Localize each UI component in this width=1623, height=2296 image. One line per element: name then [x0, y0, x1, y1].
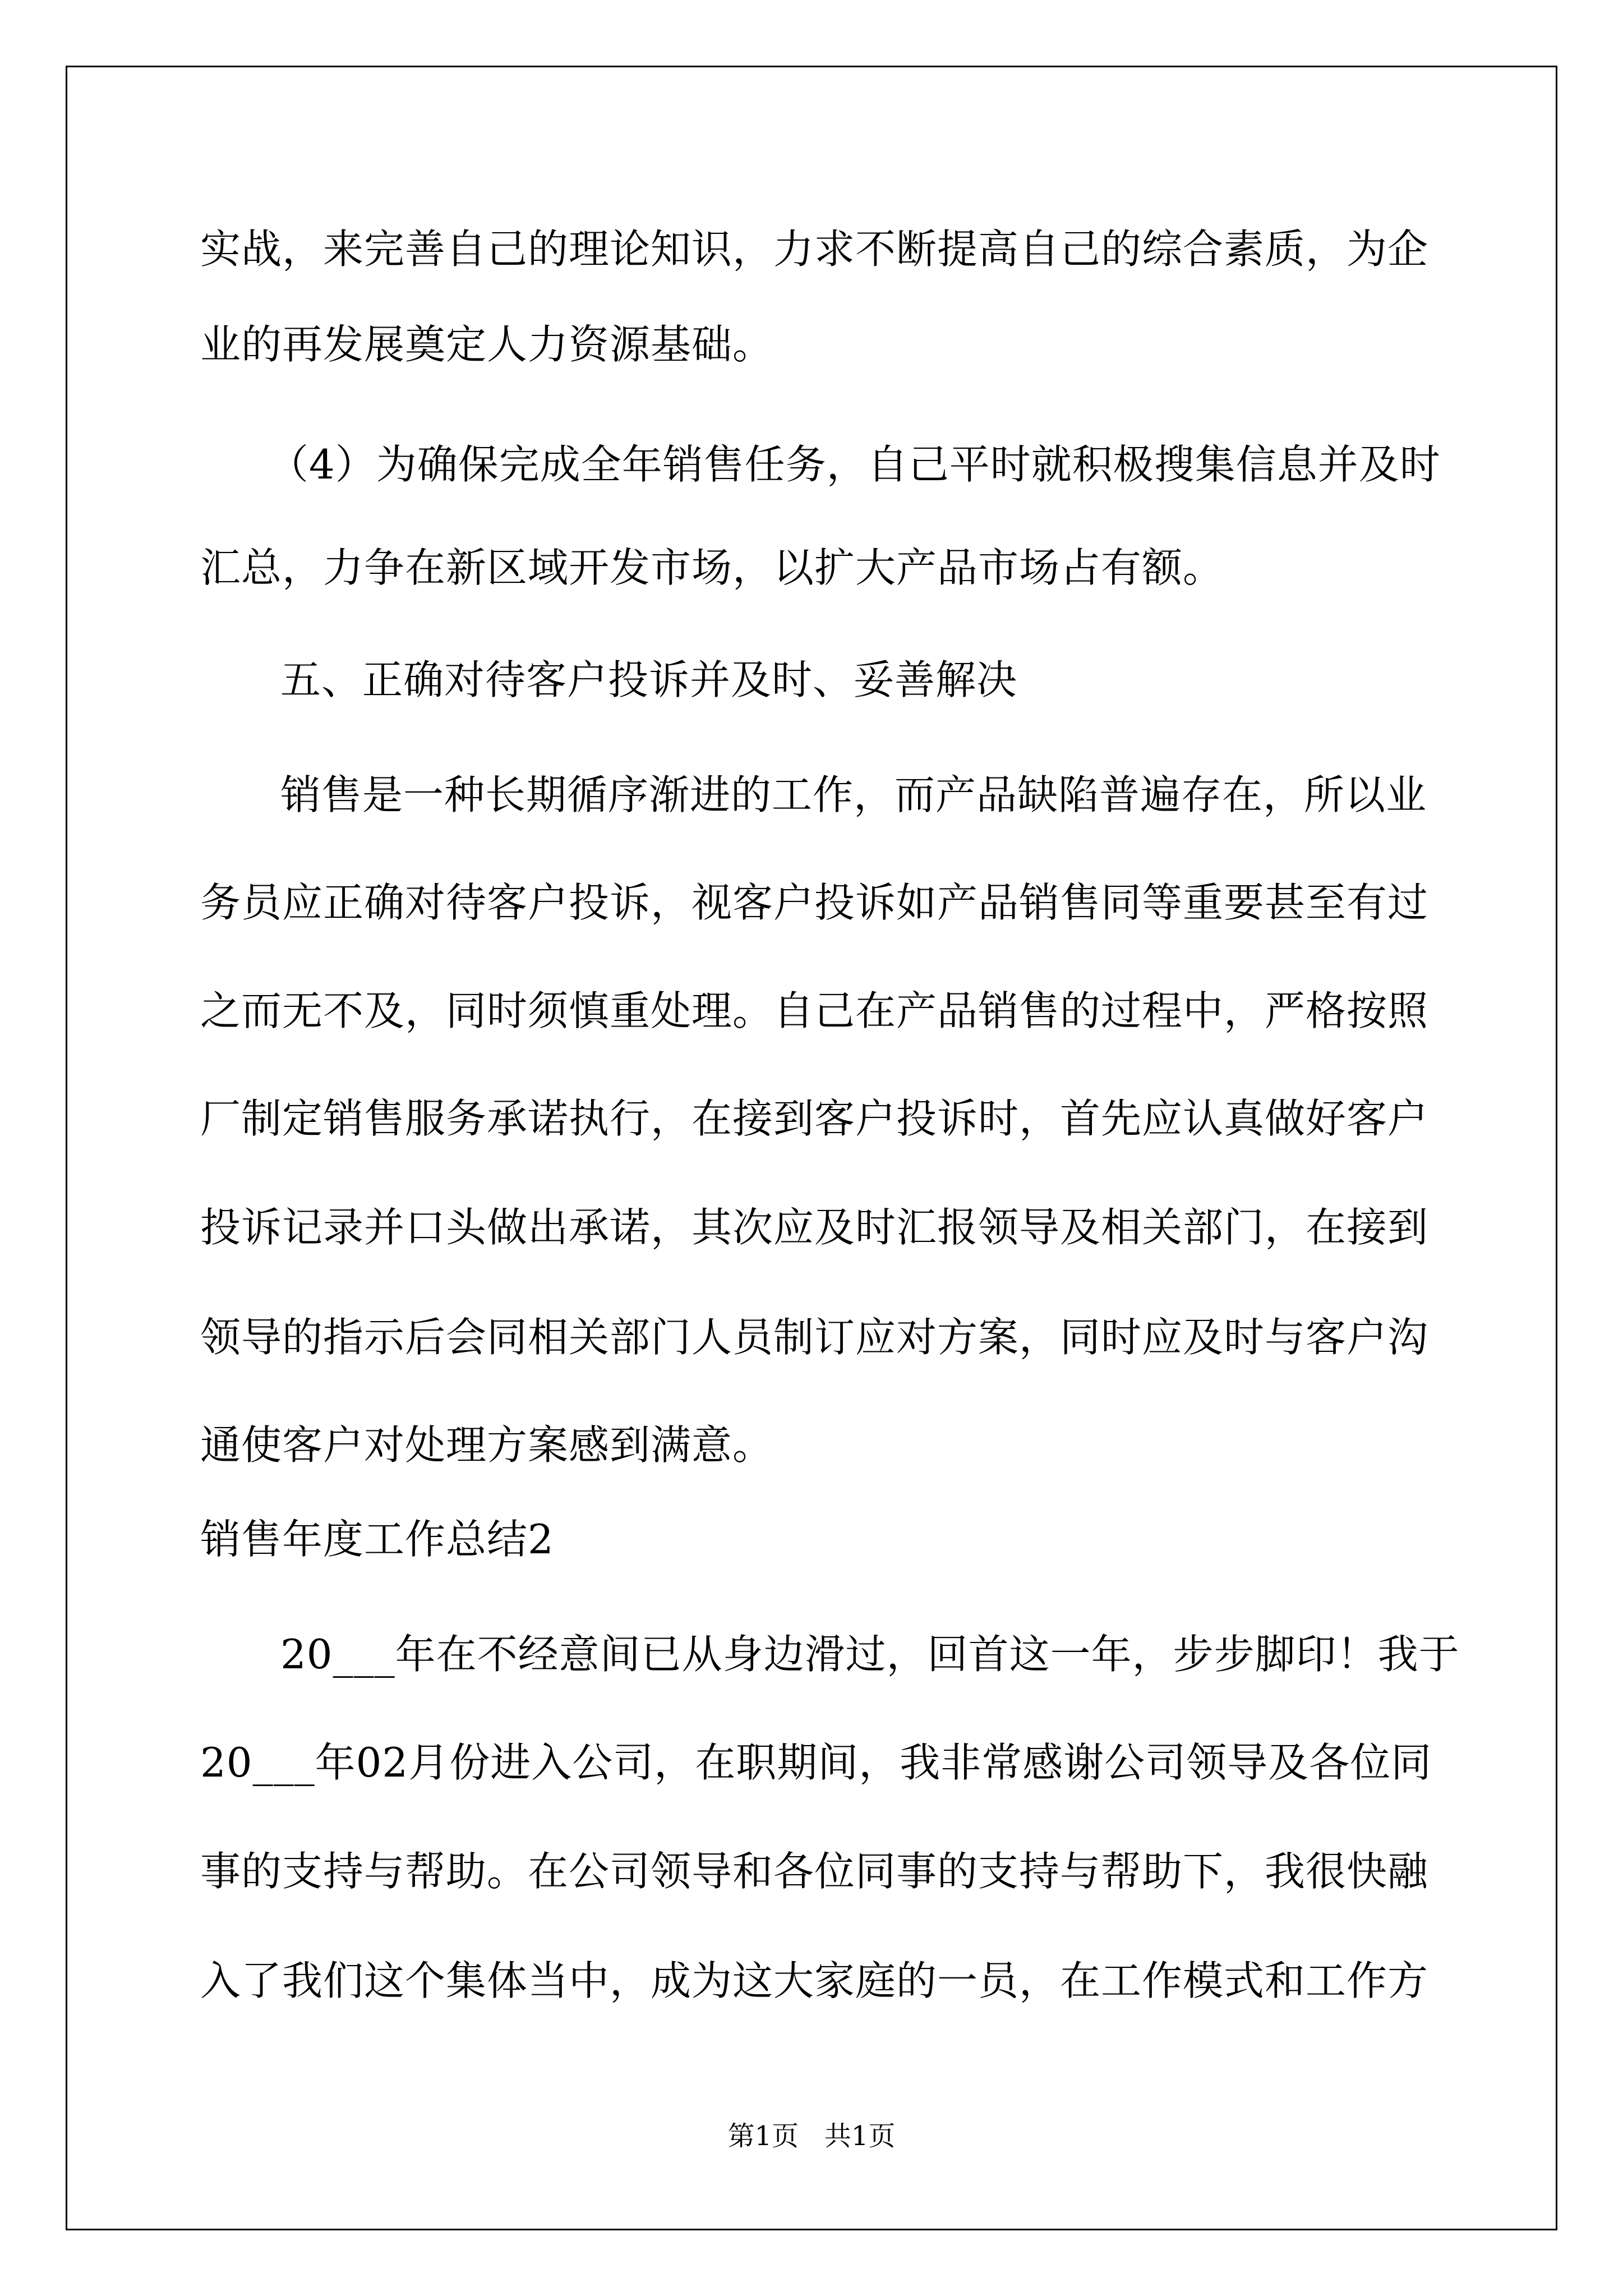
body-line: 业的再发展奠定人力资源基础。	[200, 321, 774, 368]
body-line: 实战，来完善自己的理论知识，力求不断提高自己的综合素质，为企	[200, 226, 1429, 273]
body-line: 入了我们这个集体当中，成为这大家庭的一员，在工作模式和工作方	[200, 1957, 1429, 2004]
page-footer: 第1页 共1页	[727, 2120, 896, 2152]
body-line: 投诉记录并口头做出承诺，其次应及时汇报领导及相关部门，在接到	[200, 1204, 1429, 1251]
body-line: 事的支持与帮助。在公司领导和各位同事的支持与帮助下，我很快融	[200, 1848, 1429, 1895]
body-line: 20___年在不经意间已从身边滑过，回首这一年，步步脚印！我于	[280, 1631, 1460, 1678]
body-line: 汇总，力争在新区域开发市场，以扩大产品市场占有额。	[200, 544, 1224, 591]
body-line: 通使客户对处理方案感到满意。	[200, 1421, 774, 1469]
body-line: 务员应正确对待客户投诉，视客户投诉如产品销售同等重要甚至有过	[200, 879, 1429, 926]
body-line: 厂制定销售服务承诺执行，在接到客户投诉时，首先应认真做好客户	[200, 1095, 1429, 1142]
body-line: 20___年02月份进入公司，在职期间，我非常感谢公司领导及各位同	[200, 1739, 1432, 1786]
document-title: 销售年度工作总结2	[200, 1516, 554, 1563]
section-heading: 五、正确对待客户投诉并及时、妥善解决	[280, 656, 1018, 703]
page-border	[66, 66, 1557, 2230]
body-line: （4）为确保完成全年销售任务，自己平时就积极搜集信息并及时	[268, 441, 1441, 488]
body-line: 领导的指示后会同相关部门人员制订应对方案，同时应及时与客户沟	[200, 1314, 1429, 1361]
body-line: 销售是一种长期循序渐进的工作，而产品缺陷普遍存在，所以业	[280, 771, 1427, 818]
body-line: 之而无不及，同时须慎重处理。自己在产品销售的过程中，严格按照	[200, 987, 1429, 1034]
